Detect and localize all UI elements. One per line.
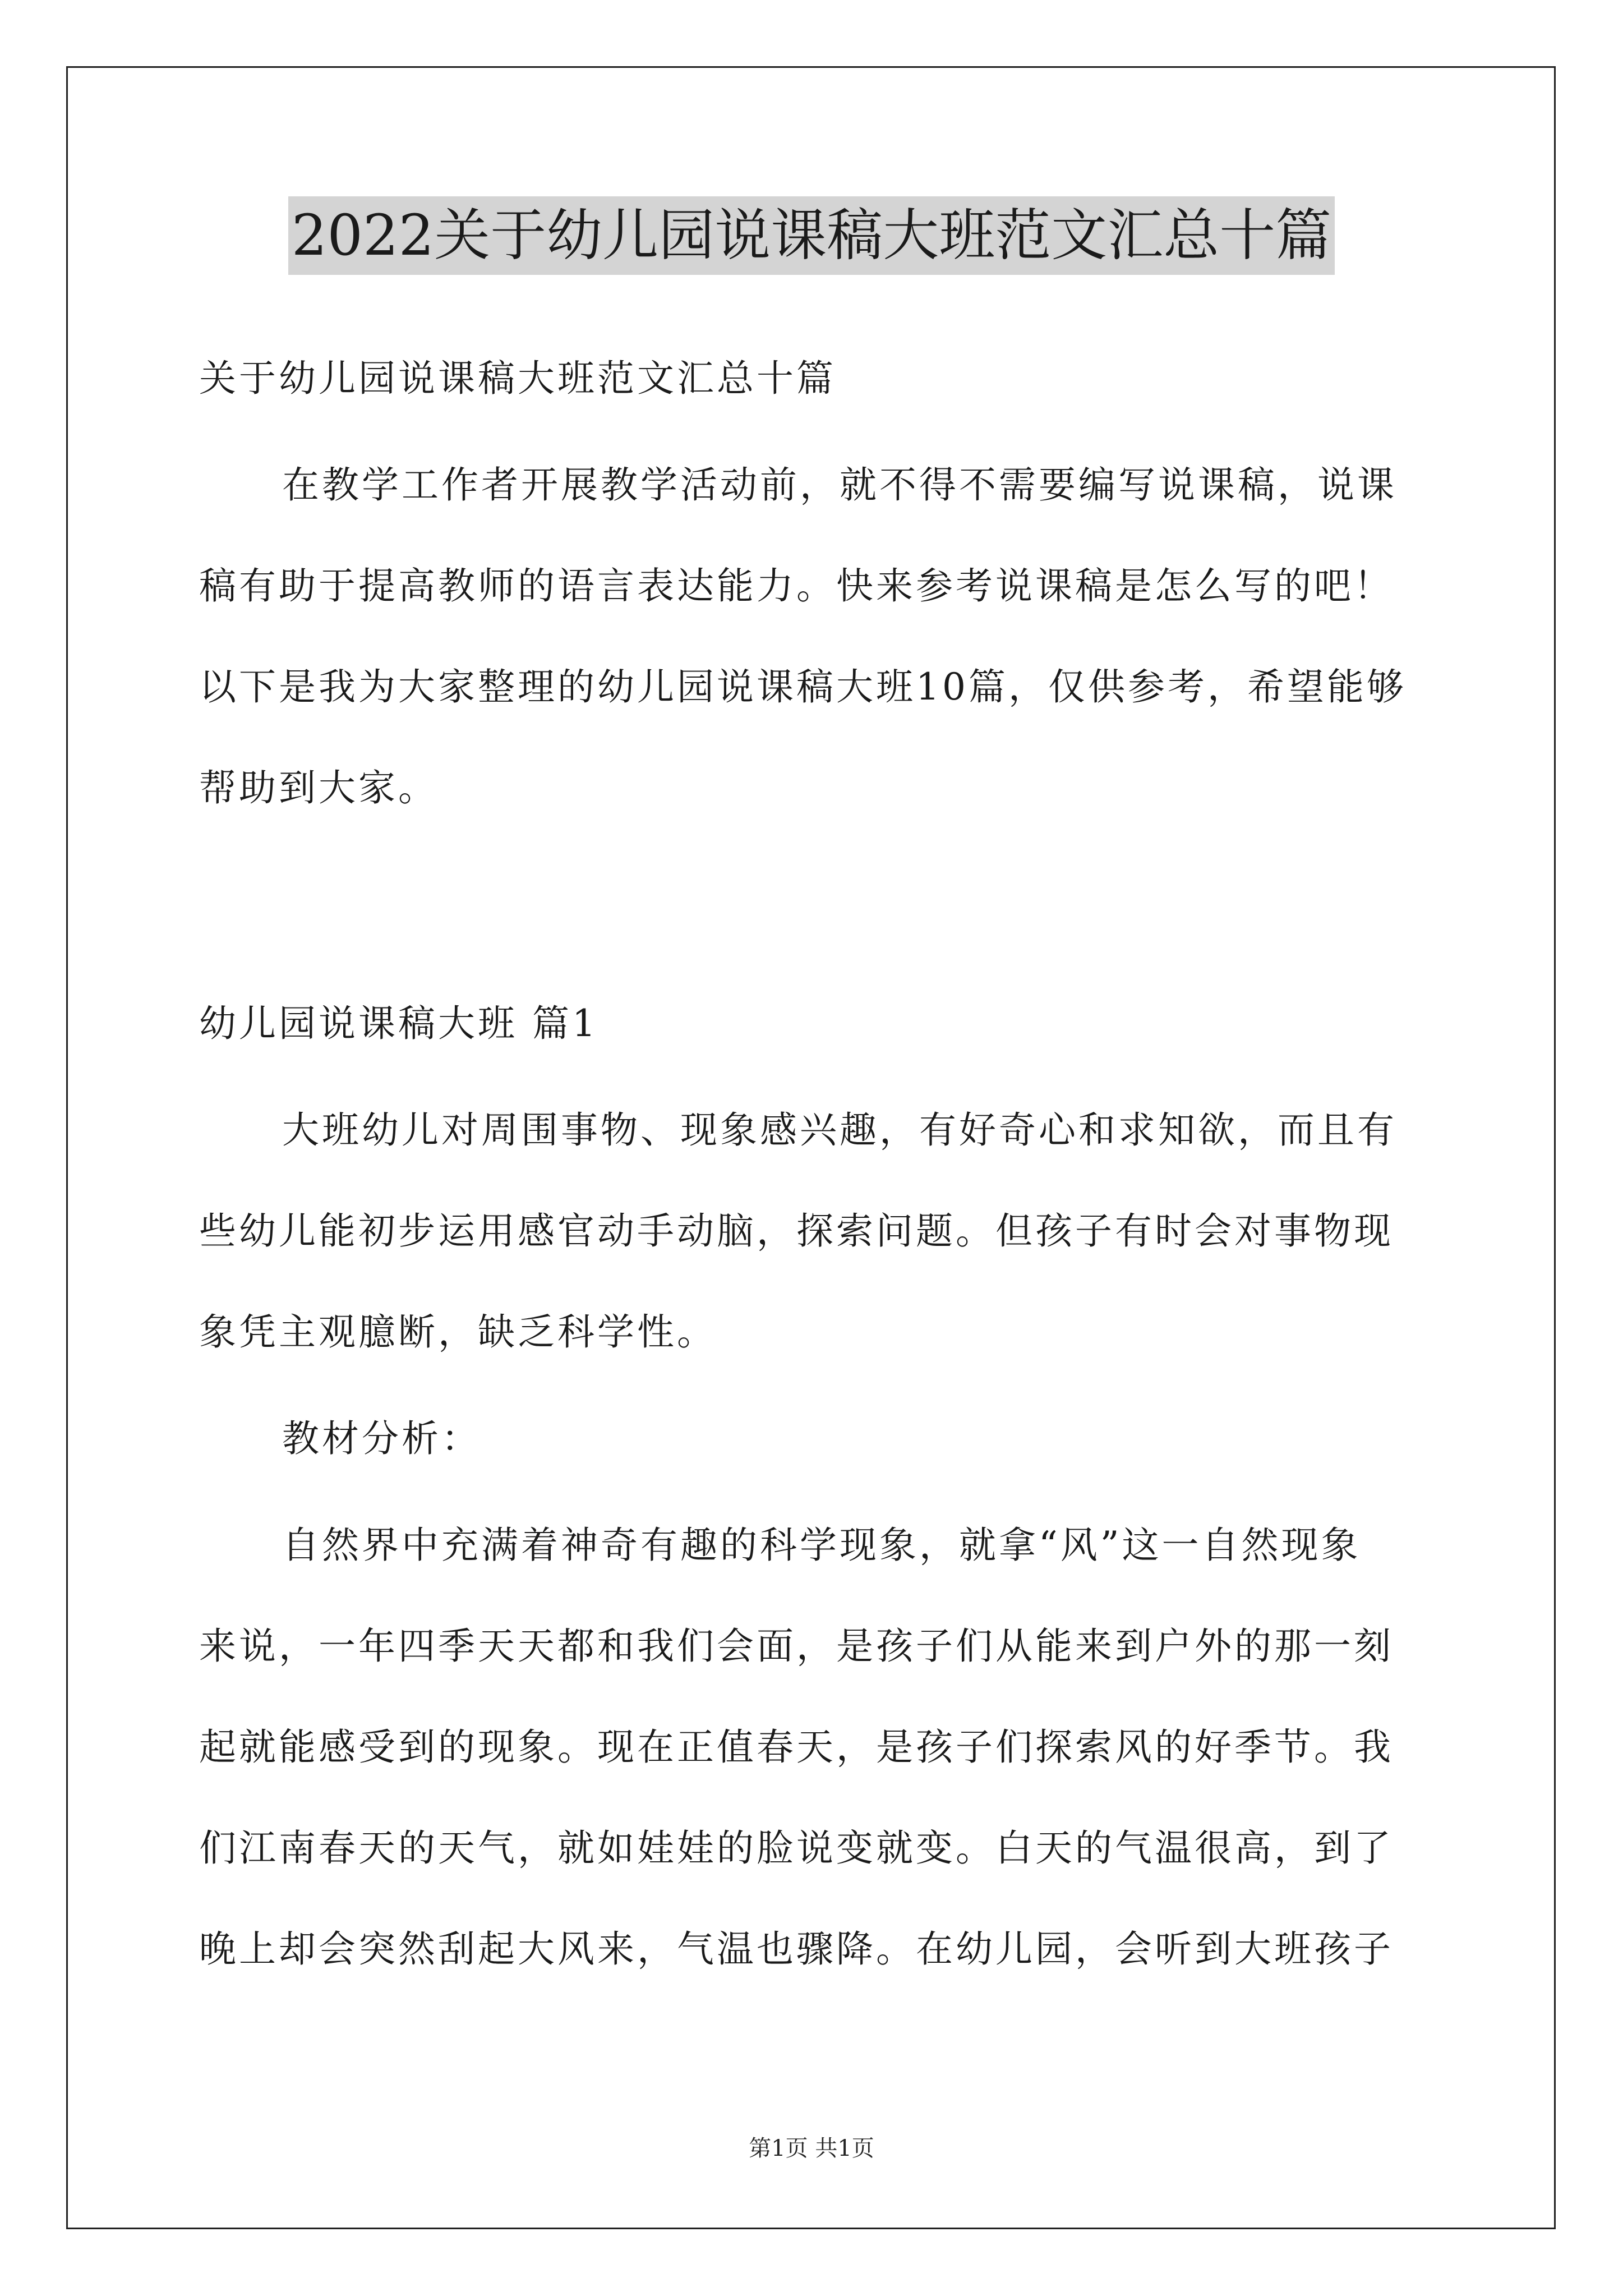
paragraph-line: 象凭主观臆断，缺乏科学性。 xyxy=(199,1310,717,1354)
paragraph-line: 大班幼儿对周围事物、现象感兴趣，有好奇心和求知欲，而且有 xyxy=(282,1108,1397,1152)
intro-line: 以下是我为大家整理的幼儿园说课稿大班10篇，仅供参考，希望能够 xyxy=(199,665,1407,708)
intro-line: 在教学工作者开展教学活动前，就不得不需要编写说课稿，说课 xyxy=(282,463,1397,507)
analysis-label: 教材分析： xyxy=(282,1417,481,1460)
paragraph-line: 自然界中充满着神奇有趣的科学现象，就拿“风”这一自然现象 xyxy=(282,1524,1361,1567)
intro-line: 帮助到大家。 xyxy=(199,766,438,809)
title-container xyxy=(0,196,1623,275)
section-heading: 幼儿园说课稿大班 篇1 xyxy=(199,1002,598,1045)
intro-line: 稿有助于提高教师的语言表达能力。快来参考说课稿是怎么写的吧！ xyxy=(199,564,1394,608)
paragraph-line: 们江南春天的天气，就如娃娃的脸说变就变。白天的气温很高，到了 xyxy=(199,1826,1394,1870)
paragraph-line: 起就能感受到的现象。现在正值春天，是孩子们探索风的好季节。我 xyxy=(199,1726,1394,1769)
page-title: 2022关于幼儿园说课稿大班范文汇总十篇 xyxy=(288,196,1335,275)
document-subtitle: 关于幼儿园说课稿大班范文汇总十篇 xyxy=(199,357,836,400)
paragraph-line: 晚上却会突然刮起大风来，气温也骤降。在幼儿园，会听到大班孩子 xyxy=(199,1927,1394,1971)
paragraph-line: 来说，一年四季天天都和我们会面，是孩子们从能来到户外的那一刻 xyxy=(199,1625,1394,1668)
paragraph-line: 些幼儿能初步运用感官动手动脑，探索问题。但孩子有时会对事物现 xyxy=(199,1209,1394,1253)
page-footer: 第1页 共1页 xyxy=(749,2136,874,2161)
